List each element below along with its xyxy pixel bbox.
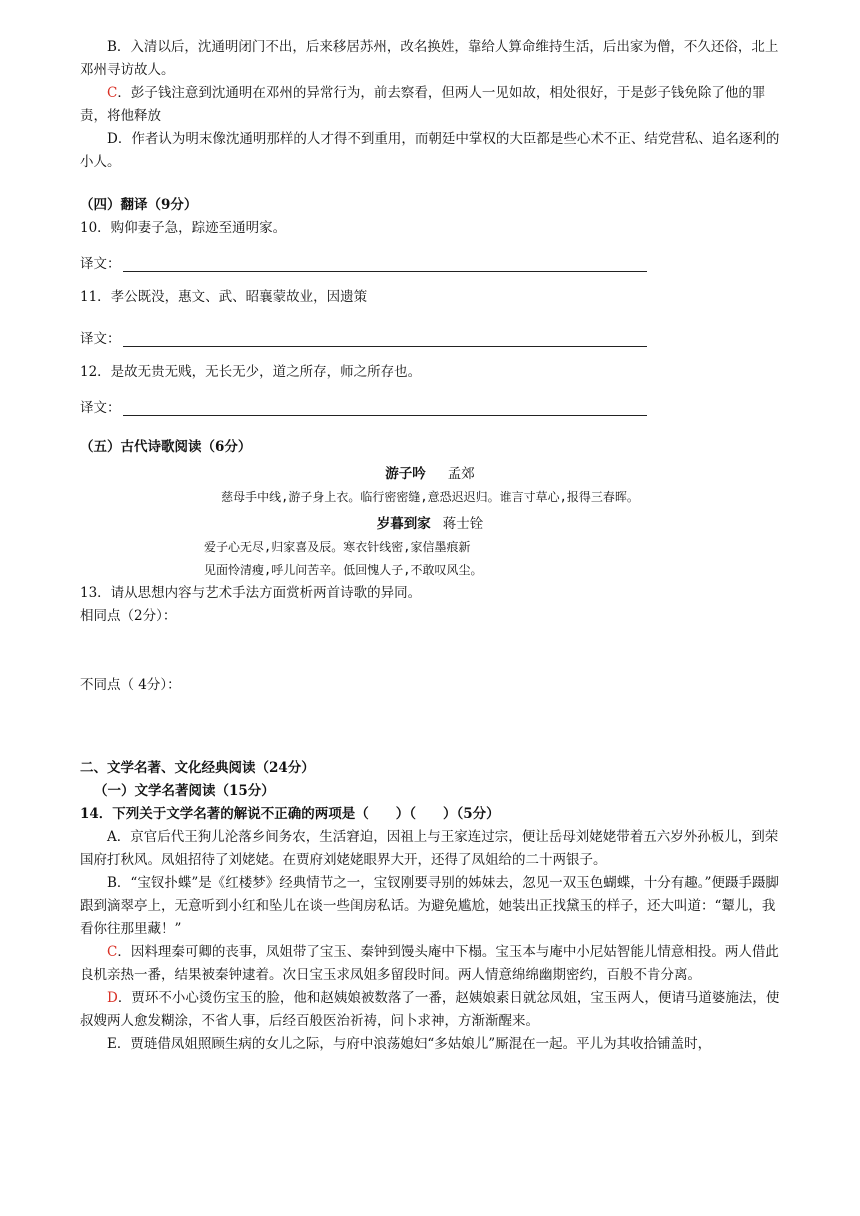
diff-points-answer-area[interactable] [80, 697, 780, 757]
same-points-answer-area[interactable] [80, 628, 780, 674]
option-c-letter: C [107, 85, 118, 101]
translation-answer-line[interactable] [123, 332, 647, 347]
translation-label: 译文： [80, 400, 121, 416]
question-14-option-d [80, 987, 780, 1033]
translation-row-10 [80, 248, 780, 272]
option-c-text: ．因料理秦可卿的丧事，凤姐带了宝玉、秦钟到馒头庵中下榻。宝玉本与庵中小尼姑智能儿情意相投。两人借此良机亲热一番，结果被秦钟逮着。次日宝玉求凤姐多留段时间。两人情意绵绵幽期密约，百般不肯分离。 [80, 944, 779, 983]
diff-points-label: 不同点（ 4分）： [80, 677, 181, 693]
question-12: 12．是故无贵无贱，无长无少，道之所存，师之所存也。 [80, 364, 422, 380]
poem-2-author: 蒋士铨 [442, 516, 484, 532]
same-points-label: 相同点（2分）： [80, 608, 177, 624]
poem-1-title: 游子吟 [385, 466, 426, 482]
question-14-option-e: E．贾琏借凤姐照顾生病的女儿之际，与府中浪荡媳妇“多姑娘儿”厮混在一起。平儿为其收拾铺盖时， [107, 1036, 712, 1052]
question-11: 11．孝公既没，惠文、武、昭襄蒙故业，因遗策 [80, 289, 368, 305]
translation-answer-line[interactable] [123, 401, 647, 416]
translation-row-11 [80, 323, 780, 347]
option-c-text: ．彭子钱注意到沈通明在邓州的异常行为，前去察看，但两人一见如故，相处很好，于是彭子钱免除了他的罪责，将他释放 [80, 85, 766, 124]
poem-2-heading [80, 513, 780, 536]
poem-2-line-2: 见面怜清瘦,呼儿问苦辛。低回愧人子,不敢叹风尘。 [204, 563, 483, 577]
option-c [80, 82, 780, 128]
translation-label: 译文： [80, 331, 121, 347]
section-4-title: （四）翻译（9分） [80, 197, 198, 213]
translation-answer-line[interactable] [123, 257, 647, 272]
option-d-letter: D [107, 990, 118, 1006]
section-5-title: （五）古代诗歌阅读（6分） [80, 439, 252, 455]
poem-1-heading [80, 463, 780, 486]
poem-1-text: 慈母手中线,游子身上衣。临行密密缝,意恐迟迟归。谁言寸草心,报得三春晖。 [221, 490, 639, 504]
document-page [80, 36, 780, 1056]
translation-row-12 [80, 392, 780, 416]
part-2-subtitle: （一）文学名著阅读（15分） [94, 783, 275, 799]
part-2-title: 二、文学名著、文化经典阅读（24分） [80, 760, 315, 776]
option-b: B．入清以后，沈通明闭门不出，后来移居苏州，改名换姓，靠给人算命维持生活，后出家为僧，不久还俗，北上邓州寻访故人。 [80, 39, 779, 78]
question-14-option-b: B．“宝钗扑蝶”是《红楼梦》经典情节之一，宝钗刚要寻别的姊妹去，忽见一双玉色蝴蝶，十分有趣。”便蹑手蹑脚跟到滴翠亭上，无意听到小红和坠儿在谈一些闺房私话。为避免尴尬，她装出正找黛玉的样子，还大叫道：“颦儿，我看你往那里藏！” [80, 875, 779, 937]
poem-1-author: 孟郊 [447, 466, 475, 482]
question-10: 10．购仰妻子急，踪迹至通明家。 [80, 220, 287, 236]
translation-label: 译文： [80, 256, 121, 272]
option-d-text: ．贾环不小心烫伤宝玉的脸，他和赵姨娘被数落了一番，赵姨娘素日就忿凤姐，宝玉两人，便请马道婆施法，使叔嫂两人愈发糊涂，不省人事，后经百般医治祈祷，问卜求神，方渐渐醒来。 [80, 990, 780, 1029]
question-14-option-a: A．京官后代王狗儿沦落乡间务农，生活窘迫，因祖上与王家连过宗，便让岳母刘姥姥带着五六岁外孙板儿，到荣国府打秋风。凤姐招待了刘姥姥。在贾府刘姥姥眼界大开，还得了凤姐给的二十两银子。 [80, 829, 779, 868]
poem-2-title: 岁暮到家 [376, 516, 431, 532]
question-13: 13．请从思想内容与艺术手法方面赏析两首诗歌的异同。 [80, 585, 422, 601]
option-c-letter: C [107, 944, 118, 960]
question-14: 14．下列关于文学名著的解说不正确的两项是（ ）（ ）（5分） [80, 806, 500, 822]
poem-2-line-1: 爱子心无尽,归家喜及辰。寒衣针线密,家信墨痕新 [204, 540, 471, 554]
option-d: D．作者认为明末像沈通明那样的人才得不到重用，而朝廷中掌权的大臣都是些心术不正、结党营私、追名逐利的小人。 [80, 131, 780, 170]
question-14-option-c [80, 941, 780, 987]
